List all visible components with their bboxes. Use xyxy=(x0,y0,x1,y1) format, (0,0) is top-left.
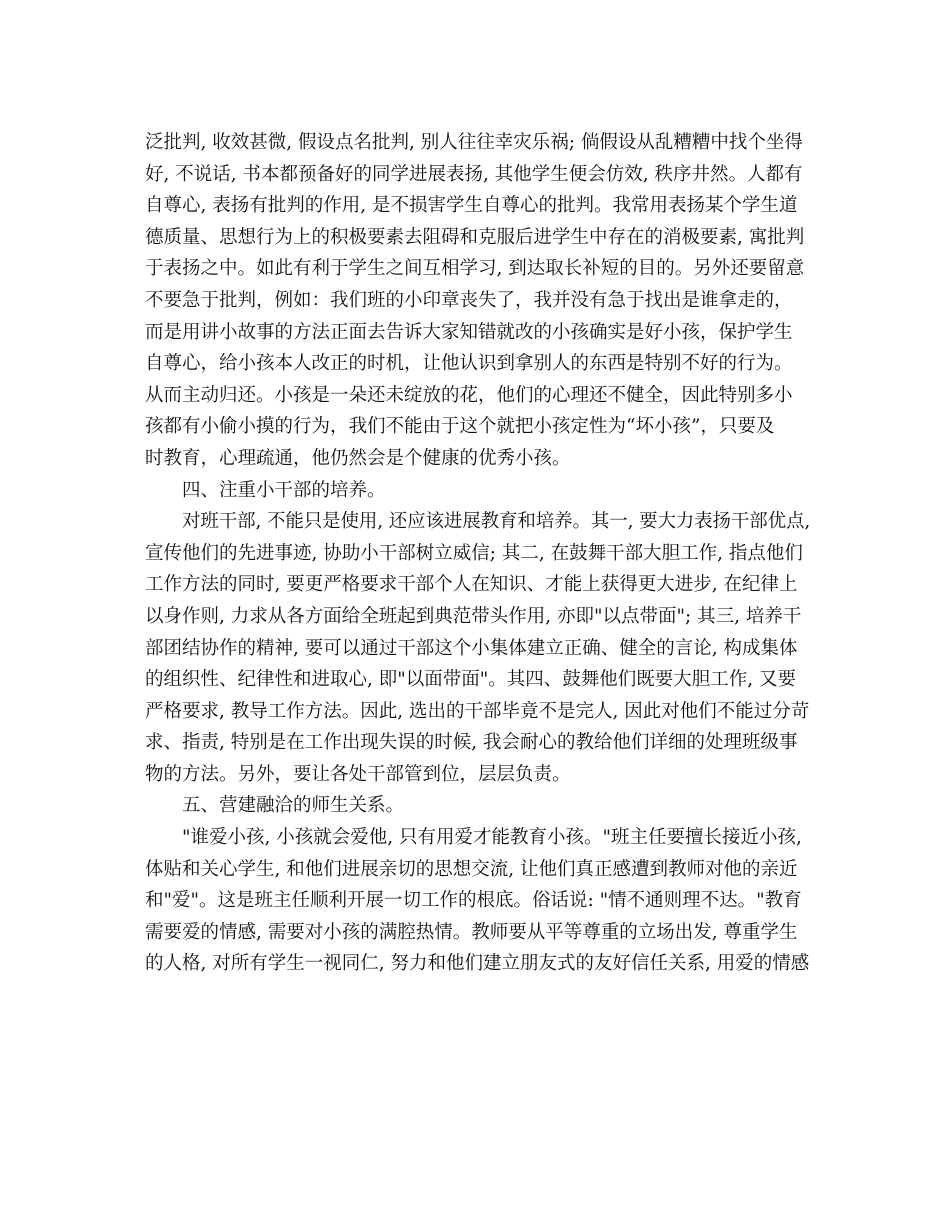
text-line: 需要爱的情感, 需要对小孩的满腔热情。教师要从平等尊重的立场出发, 尊重学生 xyxy=(145,921,798,943)
text-line: 严格要求, 教导工作方法。因此, 选出的干部毕竟不是完人, 因此对他们不能过分苛 xyxy=(145,700,810,722)
text-line: 从而主动归还。小孩是一朵还未绽放的花，他们的心理还不健全，因此特别多小 xyxy=(145,384,793,406)
text-line: 的人格, 对所有学生一视同仁, 努力和他们建立朋友式的友好信任关系, 用爱的情感 xyxy=(145,953,810,975)
text-line: 好, 不说话, 书本都预备好的同学进展表扬, 其他学生便会仿效, 秩序井然。人都有 xyxy=(145,163,803,185)
text-line: 自尊心, 表扬有批判的作用, 是不损害学生自尊心的批判。我常用表扬某个学生道 xyxy=(145,195,798,217)
text-line: 不要急于批判，例如：我们班的小印章丧失了，我并没有急于找出是谁拿走的， xyxy=(145,289,793,311)
text-line: 以身作则, 力求从各方面给全班起到典范带头作用, 亦即"以点带面"; 其三, 培养干 xyxy=(145,605,802,627)
text-line: 五、营建融洽的师生关系。 xyxy=(182,795,405,817)
text-line: 求、指责, 特别是在工作出现失误的时候, 我会耐心的教给他们详细的处理班级事 xyxy=(145,732,798,754)
text-line: 德质量、思想行为上的积极要素去阻碍和克服后进学生中存在的消极要素, 寓批判 xyxy=(145,226,805,248)
text-line: 和"爱"。这是班主任顺利开展一切工作的根底。俗话说: "情不通则理不达。"教育 xyxy=(145,890,802,912)
text-line: 自尊心，给小孩本人改正的时机，让他认识到拿别人的东西是特别不好的行为。 xyxy=(145,353,793,375)
text-line: 时教育，心理疏通，他仍然会是个健康的优秀小孩。 xyxy=(145,447,571,469)
text-line: 部团结协作的精神, 要可以通过干部这个小集体建立正确、健全的言论, 构成集体 xyxy=(145,637,798,659)
text-line: 四、注重小干部的培养。 xyxy=(182,479,386,501)
text-line: 体贴和关心学生, 和他们进展亲切的思想交流, 让他们真正感遭到教师对他的亲近 xyxy=(145,858,798,880)
text-line: 而是用讲小故事的方法正面去告诉大家知错就改的小孩确实是好小孩，保护学生 xyxy=(145,321,793,343)
document-body xyxy=(145,127,810,980)
text-line: 宣传他们的先进事迹, 协助小干部树立威信; 其二, 在鼓舞干部大胆工作, 指点他们 xyxy=(145,542,803,564)
text-line: 对班干部, 不能只是使用, 还应该进展教育和培养。其一, 要大力表扬干部优点, xyxy=(182,511,811,533)
text-line: 于表扬之中。如此有利于学生之间互相学习, 到达取长补短的目的。另外还要留意 xyxy=(145,258,805,280)
text-line: 物的方法。另外，要让各处干部管到位，层层负责。 xyxy=(145,763,571,785)
text-line: "谁爱小孩, 小孩就会爱他, 只有用爱才能教育小孩。"班主任要擅长接近小孩, xyxy=(182,827,802,849)
text-line: 的组织性、纪律性和进取心, 即"以面带面"。其四、鼓舞他们既要大胆工作, 又要 xyxy=(145,669,797,691)
text-line: 泛批判, 收效甚微, 假设点名批判, 别人往往幸灾乐祸; 倘假设从乱糟糟中找个坐得 xyxy=(145,132,803,153)
text-line: 孩都有小偷小摸的行为，我们不能由于这个就把小孩定性为“坏小孩”，只要及 xyxy=(145,416,775,438)
text-line: 工作方法的同时, 要更严格要求干部个人在知识、才能上获得更大进步, 在纪律上 xyxy=(145,574,798,596)
